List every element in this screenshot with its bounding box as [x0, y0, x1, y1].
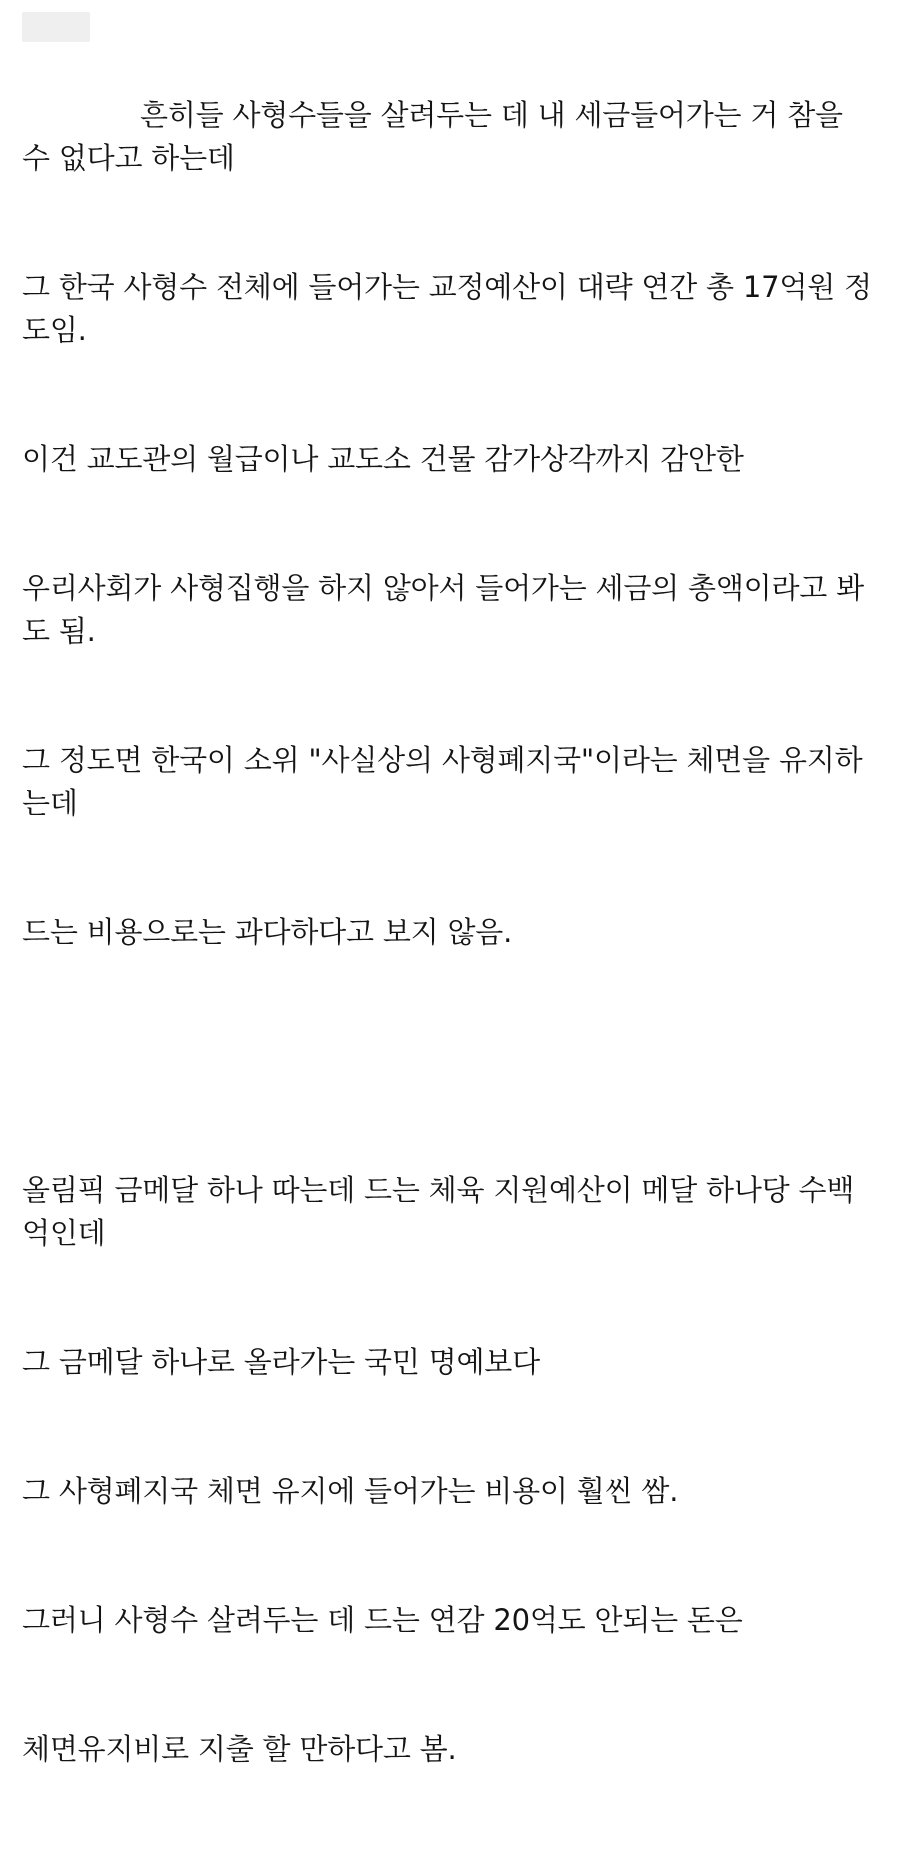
- paragraph-text: 올림픽 금메달 하나 따는데 드는 체육 지원예산이 메달 하나당 수백억인데: [22, 1173, 855, 1250]
- paragraph-text: 체면유지비로 지출 할 만하다고 봄.: [22, 1732, 457, 1766]
- paragraph-text: 그 한국 사형수 전체에 들어가는 교정예산이 대략 연간 총 17억원 정도임.: [22, 270, 872, 347]
- paragraph-gap: [22, 1040, 878, 1083]
- paragraph-2: [22, 266, 878, 352]
- paragraph-1: [22, 94, 878, 180]
- paragraph-text: 이건 교도관의 월급이나 교도소 건물 감가상각까지 감안한: [22, 442, 744, 476]
- paragraph-text: 그러니 사형수 살려두는 데 드는 연감 20억도 안되는 돈은: [22, 1603, 743, 1637]
- paragraph-text: 그 사형폐지국 체면 유지에 들어가는 비용이 훨씬 쌈.: [22, 1474, 679, 1508]
- paragraph-text: 우리사회가 사형집행을 하지 않아서 들어가는 세금의 총액이라고 봐도 됨.: [22, 571, 864, 648]
- post-body: [22, 8, 878, 1857]
- paragraph-8: [22, 1341, 878, 1384]
- paragraph-text: 그 정도면 한국이 소위 "사실상의 사형폐지국"이라는 체면을 유지하는데: [22, 743, 863, 820]
- paragraph-10: [22, 1599, 878, 1642]
- paragraph-3: [22, 438, 878, 481]
- paragraph-6: [22, 911, 878, 954]
- paragraph-5: [22, 739, 878, 825]
- paragraph-text: 그 금메달 하나로 올라가는 국민 명예보다: [22, 1345, 540, 1379]
- paragraph-text: 흔히들 사형수들을 살려두는 데 내 세금들어가는 거 참을 수 없다고 하는데: [22, 98, 852, 175]
- paragraph-9: [22, 1470, 878, 1513]
- paragraph-7: [22, 1169, 878, 1255]
- paragraph-text: 드는 비용으로는 과다하다고 보지 않음.: [22, 915, 513, 949]
- redaction-block: [22, 12, 90, 42]
- paragraph-4: [22, 567, 878, 653]
- paragraph-11: [22, 1728, 878, 1771]
